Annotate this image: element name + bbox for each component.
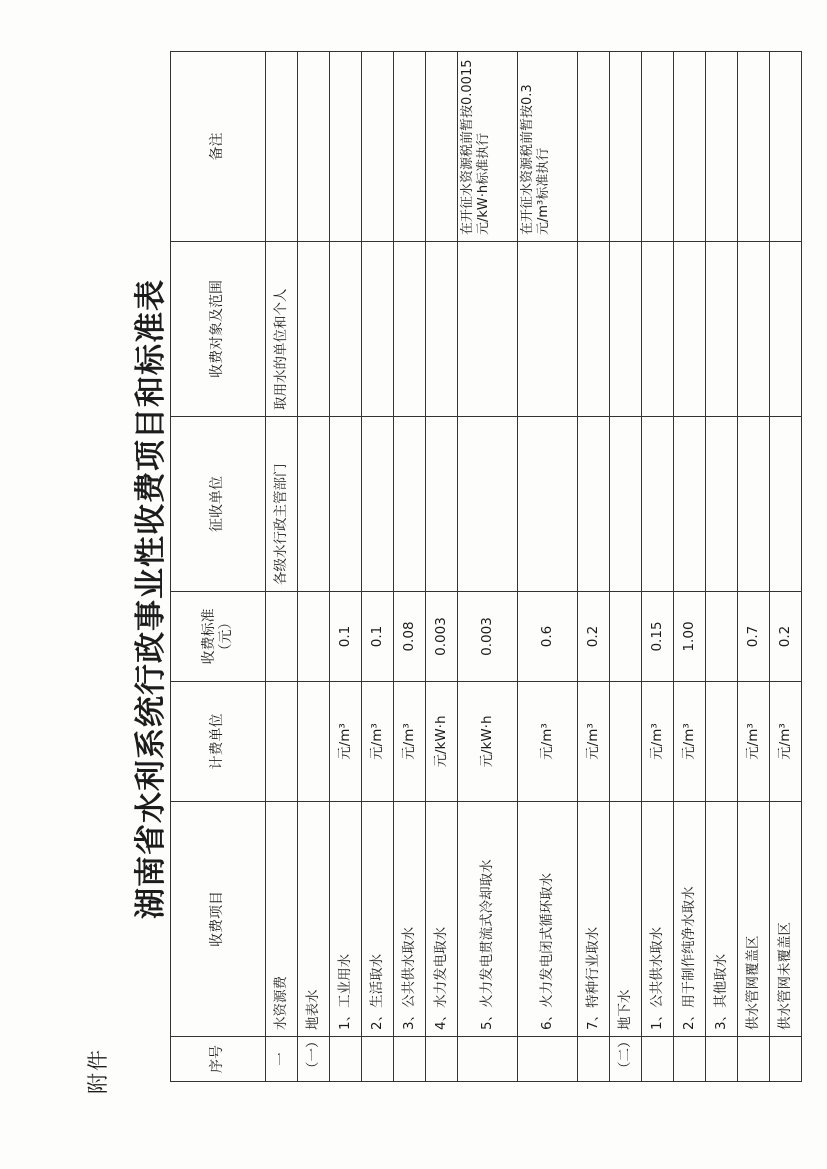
table-row: [266, 52, 298, 1082]
cell-unit: 元/m³: [330, 682, 362, 802]
cell-item: 1、公共供水取水: [642, 802, 674, 1037]
table-row: [458, 52, 518, 1082]
cell-item: 3、其他取水: [706, 802, 738, 1037]
cell-item: 2、生活取水: [362, 802, 394, 1037]
cell-collector: [738, 417, 770, 592]
cell-seq: （二）: [610, 1037, 642, 1082]
cell-item: 3、公共供水取水: [394, 802, 426, 1037]
header-row: [171, 52, 266, 1082]
cell-standard: [266, 592, 298, 682]
cell-seq: [394, 1037, 426, 1082]
cell-collector: [394, 417, 426, 592]
cell-seq: [706, 1037, 738, 1082]
cell-item: 地表水: [298, 802, 330, 1037]
header-remarks: 备注: [171, 52, 266, 242]
cell-scope: [706, 242, 738, 417]
cell-unit: [266, 682, 298, 802]
cell-unit: 元/m³: [642, 682, 674, 802]
cell-remarks: 在开征水资源税前暂按0.3元/m³标准执行: [518, 52, 578, 242]
cell-remarks: [298, 52, 330, 242]
cell-seq: [674, 1037, 706, 1082]
cell-seq: [458, 1037, 518, 1082]
cell-standard: [706, 592, 738, 682]
cell-unit: 元/kW·h: [426, 682, 458, 802]
cell-remarks: [738, 52, 770, 242]
cell-item: 1、工业用水: [330, 802, 362, 1037]
header-collector: 征收单位: [171, 417, 266, 592]
cell-item: 供水管网覆盖区: [738, 802, 770, 1037]
cell-remarks: [362, 52, 394, 242]
cell-remarks: [426, 52, 458, 242]
cell-collector: 各级水行政主管部门: [266, 417, 298, 592]
cell-seq: [738, 1037, 770, 1082]
header-standard: [171, 592, 266, 682]
cell-unit: [610, 682, 642, 802]
cell-scope: [394, 242, 426, 417]
cell-item: 7、特种行业取水: [578, 802, 610, 1037]
cell-item: 6、火力发电闭式循环取水: [518, 802, 578, 1037]
cell-collector: [770, 417, 802, 592]
cell-scope: [770, 242, 802, 417]
cell-unit: [298, 682, 330, 802]
cell-collector: [330, 417, 362, 592]
cell-standard: 0.08: [394, 592, 426, 682]
cell-standard: 0.2: [770, 592, 802, 682]
cell-seq: [770, 1037, 802, 1082]
table-row: [578, 52, 610, 1082]
cell-scope: [426, 242, 458, 417]
cell-seq: （一）: [298, 1037, 330, 1082]
cell-standard: 0.15: [642, 592, 674, 682]
table-row: [362, 52, 394, 1082]
cell-standard: 0.003: [426, 592, 458, 682]
cell-unit: 元/m³: [770, 682, 802, 802]
cell-remarks: 在开征水资源税前暂按0.0015元/kW·h标准执行: [458, 52, 518, 242]
cell-scope: [518, 242, 578, 417]
cell-unit: 元/m³: [362, 682, 394, 802]
cell-scope: [298, 242, 330, 417]
cell-collector: [362, 417, 394, 592]
cell-standard: 0.1: [362, 592, 394, 682]
cell-unit: 元/m³: [738, 682, 770, 802]
cell-collector: [706, 417, 738, 592]
cell-standard: 0.6: [518, 592, 578, 682]
cell-collector: [298, 417, 330, 592]
table-row: [426, 52, 458, 1082]
cell-remarks: [770, 52, 802, 242]
fee-table: [170, 51, 802, 1082]
cell-collector: [642, 417, 674, 592]
cell-unit: [706, 682, 738, 802]
cell-standard: [610, 592, 642, 682]
cell-seq: [362, 1037, 394, 1082]
cell-collector: [458, 417, 518, 592]
cell-scope: 取用水的单位和个人: [266, 242, 298, 417]
cell-collector: [578, 417, 610, 592]
cell-item: 供水管网未覆盖区: [770, 802, 802, 1037]
cell-seq: [642, 1037, 674, 1082]
cell-standard: 0.003: [458, 592, 518, 682]
cell-remarks: [330, 52, 362, 242]
cell-collector: [426, 417, 458, 592]
cell-remarks: [642, 52, 674, 242]
table-row: [394, 52, 426, 1082]
cell-item: 水资源费: [266, 802, 298, 1037]
cell-standard: 1.00: [674, 592, 706, 682]
cell-unit: 元/m³: [674, 682, 706, 802]
table-row: [518, 52, 578, 1082]
cell-remarks: [578, 52, 610, 242]
cell-collector: [674, 417, 706, 592]
cell-remarks: [394, 52, 426, 242]
cell-unit: 元/m³: [518, 682, 578, 802]
cell-unit: 元/m³: [394, 682, 426, 802]
cell-item: 4、水力发电取水: [426, 802, 458, 1037]
header-standard-line1: 收费标准: [200, 608, 217, 665]
cell-seq: [518, 1037, 578, 1082]
attachment-label: 附件: [86, 1048, 110, 1094]
cell-item: 地下水: [610, 802, 642, 1037]
cell-collector: [610, 417, 642, 592]
cell-scope: [738, 242, 770, 417]
cell-seq: 一: [266, 1037, 298, 1082]
cell-item: 2、用于制作纯净水取水: [674, 802, 706, 1037]
table-row: [706, 52, 738, 1082]
cell-unit: 元/kW·h: [458, 682, 518, 802]
table-row: [738, 52, 770, 1082]
header-standard-line2: （元）: [218, 615, 234, 658]
cell-remarks: [266, 52, 298, 242]
cell-scope: [458, 242, 518, 417]
cell-unit: 元/m³: [578, 682, 610, 802]
cell-seq: [578, 1037, 610, 1082]
cell-scope: [330, 242, 362, 417]
cell-standard: [298, 592, 330, 682]
cell-remarks: [674, 52, 706, 242]
cell-remarks: [706, 52, 738, 242]
header-unit: 计费单位: [171, 682, 266, 802]
cell-seq: [426, 1037, 458, 1082]
cell-scope: [674, 242, 706, 417]
cell-item: 5、火力发电贯流式冷却取水: [458, 802, 518, 1037]
table-row: [330, 52, 362, 1082]
cell-scope: [610, 242, 642, 417]
table-row: [674, 52, 706, 1082]
table-row: [298, 52, 330, 1082]
cell-standard: 0.7: [738, 592, 770, 682]
cell-standard: 0.1: [330, 592, 362, 682]
cell-scope: [642, 242, 674, 417]
cell-seq: [330, 1037, 362, 1082]
cell-scope: [362, 242, 394, 417]
cell-collector: [518, 417, 578, 592]
document-title: 湖南省水利系统行政事业性收费项目和标准表: [133, 279, 169, 919]
cell-remarks: [610, 52, 642, 242]
table-row: [610, 52, 642, 1082]
cell-scope: [578, 242, 610, 417]
header-seq: 序号: [171, 1037, 266, 1082]
table-row: [642, 52, 674, 1082]
header-scope: 收费对象及范围: [171, 242, 266, 417]
table-row: [770, 52, 802, 1082]
cell-standard: 0.2: [578, 592, 610, 682]
header-item: 收费项目: [171, 802, 266, 1037]
